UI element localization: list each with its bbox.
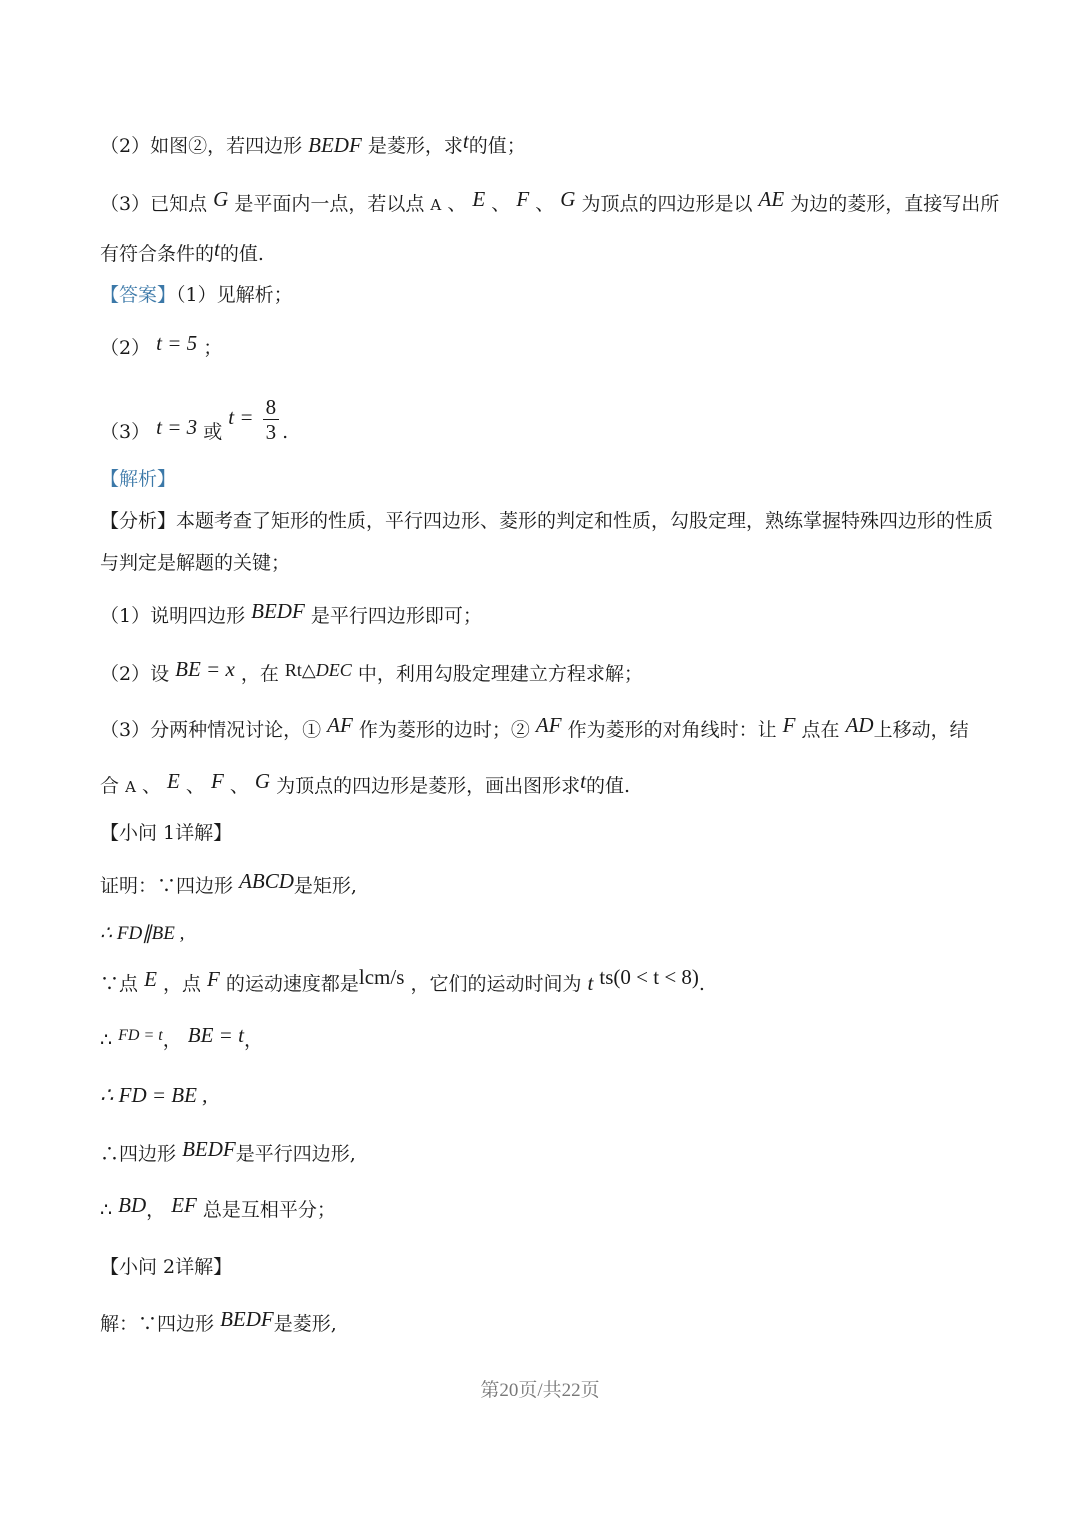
math: DEC (315, 660, 352, 680)
text: 是菱形, (273, 1313, 337, 1335)
text: 为顶点的四边形是以 (581, 193, 753, 215)
text: 、 (535, 193, 555, 215)
text: （1）见解析； (176, 284, 293, 306)
text: . (698, 973, 705, 995)
text: 与判定是解题的关键； (100, 552, 291, 574)
math: BE = x (175, 657, 235, 681)
text: ， (146, 1199, 166, 1221)
math: AE (758, 187, 785, 211)
text: ，它们的运动时间为 (410, 973, 582, 995)
text: （3） (100, 421, 151, 443)
detail-1-line-3 (100, 965, 985, 997)
text: 为顶点的四边形是菱形，画出图形求 (276, 775, 581, 797)
detail-1-label (100, 820, 985, 846)
page-number: 第20页/共22页 (480, 1380, 600, 1401)
math: G (213, 187, 229, 211)
text: 中，利用勾股定理建立方程求解； (357, 663, 643, 685)
text: ∴ (100, 1199, 113, 1221)
text: 、 (491, 193, 511, 215)
text: ，点 (162, 973, 201, 995)
math: BD (118, 1193, 147, 1217)
text: （3）分两种情况讨论，① (100, 719, 322, 741)
math: t (214, 237, 220, 261)
math: t (462, 129, 469, 153)
text: 或 (203, 421, 223, 443)
text: （2） (100, 337, 151, 359)
detail-1-line-5 (100, 1082, 985, 1109)
fraction-numerator: 8 (263, 395, 280, 420)
detail-1-line-6 (100, 1137, 985, 1167)
math: t (580, 769, 586, 793)
text: 【分析】本题考查了矩形的性质，平行四边形、菱形的判定和性质，勾股定理，熟练掌握特殊四边形的性质 (100, 510, 994, 532)
text: ， (162, 1029, 182, 1051)
text: 为边的菱形，直接写出所 (790, 193, 1000, 215)
text: 是平行四边形, (235, 1143, 356, 1165)
math: ∴ FD∥BE , (100, 923, 185, 944)
text: ； (203, 337, 223, 359)
detail-2-line-1 (100, 1307, 985, 1337)
math: AD (845, 713, 874, 737)
math: BEDF (220, 1307, 274, 1331)
section-label: 【小问 1详解】 (100, 822, 233, 844)
math: BEDF (251, 599, 305, 623)
text: 是平面内一点，若以点 (234, 193, 425, 215)
answer-1 (100, 282, 985, 308)
math: F (782, 713, 796, 737)
analysis-paragraph-line-2 (100, 550, 985, 576)
math: EF (171, 1193, 197, 1217)
math: E (167, 769, 180, 793)
text: ∴ (100, 1029, 113, 1051)
analysis-paragraph-line-1 (100, 508, 994, 534)
text: ∵点 (100, 973, 139, 995)
math: lcm/s (358, 965, 405, 989)
math: F (516, 187, 530, 211)
analysis-step-3-line-2 (100, 769, 985, 800)
analysis-label (100, 466, 985, 492)
detail-1-line-7 (100, 1193, 985, 1223)
math: AF (535, 713, 562, 737)
math: ∴ FD = BE , (100, 1083, 208, 1107)
section-label: 【小问 2详解】 (100, 1256, 233, 1278)
math: ABCD (239, 869, 294, 893)
text: 是菱形，求 (367, 135, 463, 157)
text: （3）已知点 (100, 193, 208, 215)
detail-1-line-4 (100, 1023, 985, 1055)
text: 、 (185, 775, 205, 797)
math: Rt△ (284, 660, 316, 680)
detail-1-line-2 (100, 920, 985, 947)
text: 证明：∵四边形 (100, 875, 234, 897)
math: ts(0 < t < 8) (599, 965, 699, 989)
text: 点在 (801, 719, 840, 741)
answer-label: 【答案】 (100, 284, 177, 306)
math: A (430, 196, 442, 214)
math: G (560, 187, 576, 211)
question-3-line-2 (100, 237, 985, 267)
text: 总是互相平分； (202, 1199, 336, 1221)
analysis-step-1 (100, 599, 985, 629)
detail-2-label (100, 1254, 985, 1280)
math: F (207, 967, 220, 991)
text: ， (243, 1029, 263, 1051)
math: F (210, 769, 224, 793)
detail-1-line-1 (100, 869, 985, 899)
fraction (263, 395, 280, 444)
analysis-label: 【解析】 (100, 468, 177, 490)
text: 的值. (585, 775, 631, 797)
text: （2）如图②，若四边形 (100, 135, 303, 157)
question-2 (100, 129, 985, 159)
math: FD = t (118, 1027, 163, 1044)
analysis-step-3-line-1 (100, 713, 985, 743)
math: t (587, 971, 594, 995)
question-3-line-1 (100, 187, 1000, 218)
text: 、 (229, 775, 249, 797)
math: t = 5 (156, 331, 198, 355)
answer-3 (100, 390, 985, 444)
text: 上移动，结 (873, 719, 969, 741)
text: 是矩形, (293, 875, 357, 897)
analysis-step-2 (100, 657, 985, 687)
math: t = (228, 405, 254, 429)
text: 、 (447, 193, 467, 215)
math: E (472, 187, 486, 211)
math: BE = t (187, 1023, 244, 1047)
math: AF (327, 713, 353, 737)
math: A (125, 778, 136, 796)
answer-2 (100, 331, 985, 361)
math: t = 3 (156, 415, 198, 439)
text: 合 (100, 775, 120, 797)
text: 的值； (468, 135, 526, 157)
fraction-denominator: 3 (265, 419, 277, 444)
text: 解：∵四边形 (100, 1313, 215, 1335)
text: 的运动速度都是 (225, 973, 359, 995)
text: （2）设 (100, 663, 170, 685)
text: 、 (141, 775, 161, 797)
text: . (282, 421, 289, 443)
math: BEDF (308, 133, 362, 157)
text: （1）说明四边形 (100, 605, 246, 627)
text: 的值. (219, 243, 264, 265)
text: 是平行四边形即可； (310, 605, 482, 627)
math: G (254, 769, 271, 793)
text: 有符合条件的 (100, 243, 215, 265)
text: ，在 (240, 663, 279, 685)
math: E (144, 967, 157, 991)
text: 作为菱形的对角线时：让 (567, 719, 777, 741)
text: ∴四边形 (100, 1143, 177, 1165)
text: 作为菱形的边时；② (358, 719, 530, 741)
math: BEDF (182, 1137, 236, 1161)
